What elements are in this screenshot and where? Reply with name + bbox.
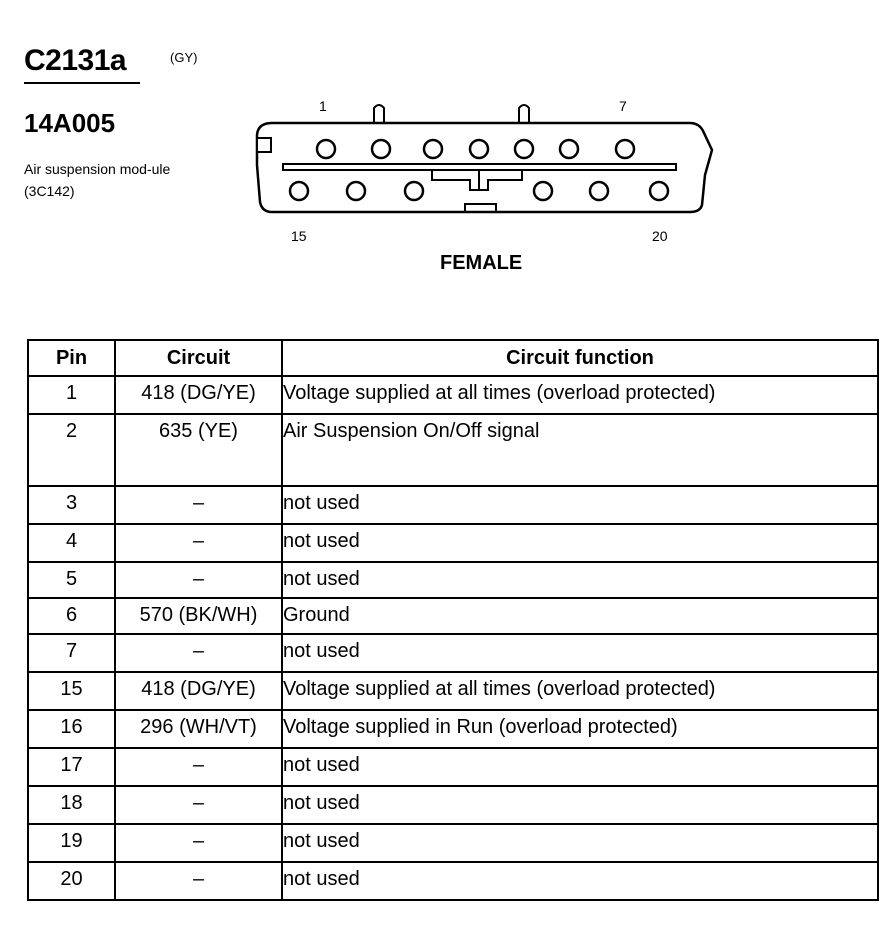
pin-label-20: 20	[652, 228, 668, 244]
pin-cavity	[515, 140, 533, 158]
circuit-cell: 296 (WH/VT)	[115, 710, 282, 748]
function-cell: Ground	[282, 598, 878, 634]
function-cell: not used	[282, 524, 878, 562]
pin-cell: 2	[28, 414, 115, 486]
pin-cavity	[590, 182, 608, 200]
pin-cell: 18	[28, 786, 115, 824]
table-row	[28, 562, 878, 598]
function-cell: not used	[282, 824, 878, 862]
pin-cell: 15	[28, 672, 115, 710]
circuit-cell: –	[115, 748, 282, 786]
function-column-header: Circuit function	[282, 340, 878, 376]
function-cell: not used	[282, 562, 878, 598]
pin-label-7: 7	[619, 98, 627, 114]
left-latch	[257, 138, 271, 152]
divider-bar	[283, 164, 676, 170]
pin-cavity	[347, 182, 365, 200]
circuit-cell: –	[115, 862, 282, 900]
pin-cell: 6	[28, 598, 115, 634]
top-key-left	[374, 105, 384, 123]
table-row	[28, 634, 878, 672]
table-row	[28, 786, 878, 824]
pin-cavity	[650, 182, 668, 200]
table-row	[28, 598, 878, 634]
table-row	[28, 710, 878, 748]
pin-cell: 1	[28, 376, 115, 414]
pin-cell: 3	[28, 486, 115, 524]
pin-cavity	[405, 182, 423, 200]
pinout-table	[27, 339, 879, 901]
function-cell: not used	[282, 862, 878, 900]
pin-cavity	[372, 140, 390, 158]
table-row	[28, 672, 878, 710]
circuit-cell: –	[115, 524, 282, 562]
pin-label-1: 1	[319, 98, 327, 114]
module-description: Air suspension mod-ule (3C142)	[24, 161, 171, 199]
table-row	[28, 376, 878, 414]
circuit-cell: 418 (DG/YE)	[115, 376, 282, 414]
table-row	[28, 824, 878, 862]
table-row	[28, 862, 878, 900]
table-row	[28, 748, 878, 786]
table-header-row	[28, 340, 878, 376]
function-cell: not used	[282, 486, 878, 524]
pin-cell: 7	[28, 634, 115, 672]
function-cell: not used	[282, 786, 878, 824]
circuit-cell: 418 (DG/YE)	[115, 672, 282, 710]
circuit-cell: –	[115, 562, 282, 598]
pin-cavity	[616, 140, 634, 158]
function-cell: not used	[282, 634, 878, 672]
pin-cavity	[424, 140, 442, 158]
pin-cavity	[317, 140, 335, 158]
circuit-cell: 570 (BK/WH)	[115, 598, 282, 634]
pin-cell: 17	[28, 748, 115, 786]
table-row	[28, 414, 878, 486]
part-number: 14A005	[24, 108, 116, 138]
circuit-cell: –	[115, 786, 282, 824]
function-cell: not used	[282, 748, 878, 786]
pin-cavity	[290, 182, 308, 200]
center-latch	[432, 170, 522, 190]
connector-color: (GY)	[170, 50, 198, 65]
pin-cavity	[534, 182, 552, 200]
circuit-cell: –	[115, 486, 282, 524]
circuit-column-header: Circuit	[115, 340, 282, 376]
table-row	[28, 524, 878, 562]
pin-cell: 16	[28, 710, 115, 748]
connector-id: C2131a	[24, 44, 127, 77]
circuit-cell: 635 (YE)	[115, 414, 282, 486]
circuit-cell: –	[115, 634, 282, 672]
top-row-cavities	[317, 140, 634, 158]
pin-cell: 5	[28, 562, 115, 598]
connector-gender: FEMALE	[440, 252, 523, 274]
function-cell: Voltage supplied at all times (overload protected)	[282, 376, 878, 414]
pin-cell: 4	[28, 524, 115, 562]
table-row	[28, 486, 878, 524]
pin-column-header: Pin	[28, 340, 115, 376]
pin-cell: 19	[28, 824, 115, 862]
pin-cavity	[470, 140, 488, 158]
pin-cavity	[560, 140, 578, 158]
pin-label-15: 15	[291, 228, 307, 244]
function-cell: Voltage supplied at all times (overload protected)	[282, 672, 878, 710]
top-key-right	[519, 105, 529, 123]
function-cell: Air Suspension On/Off signal	[282, 414, 878, 486]
pin-cell: 20	[28, 862, 115, 900]
circuit-cell: –	[115, 824, 282, 862]
function-cell: Voltage supplied in Run (overload protected)	[282, 710, 878, 748]
